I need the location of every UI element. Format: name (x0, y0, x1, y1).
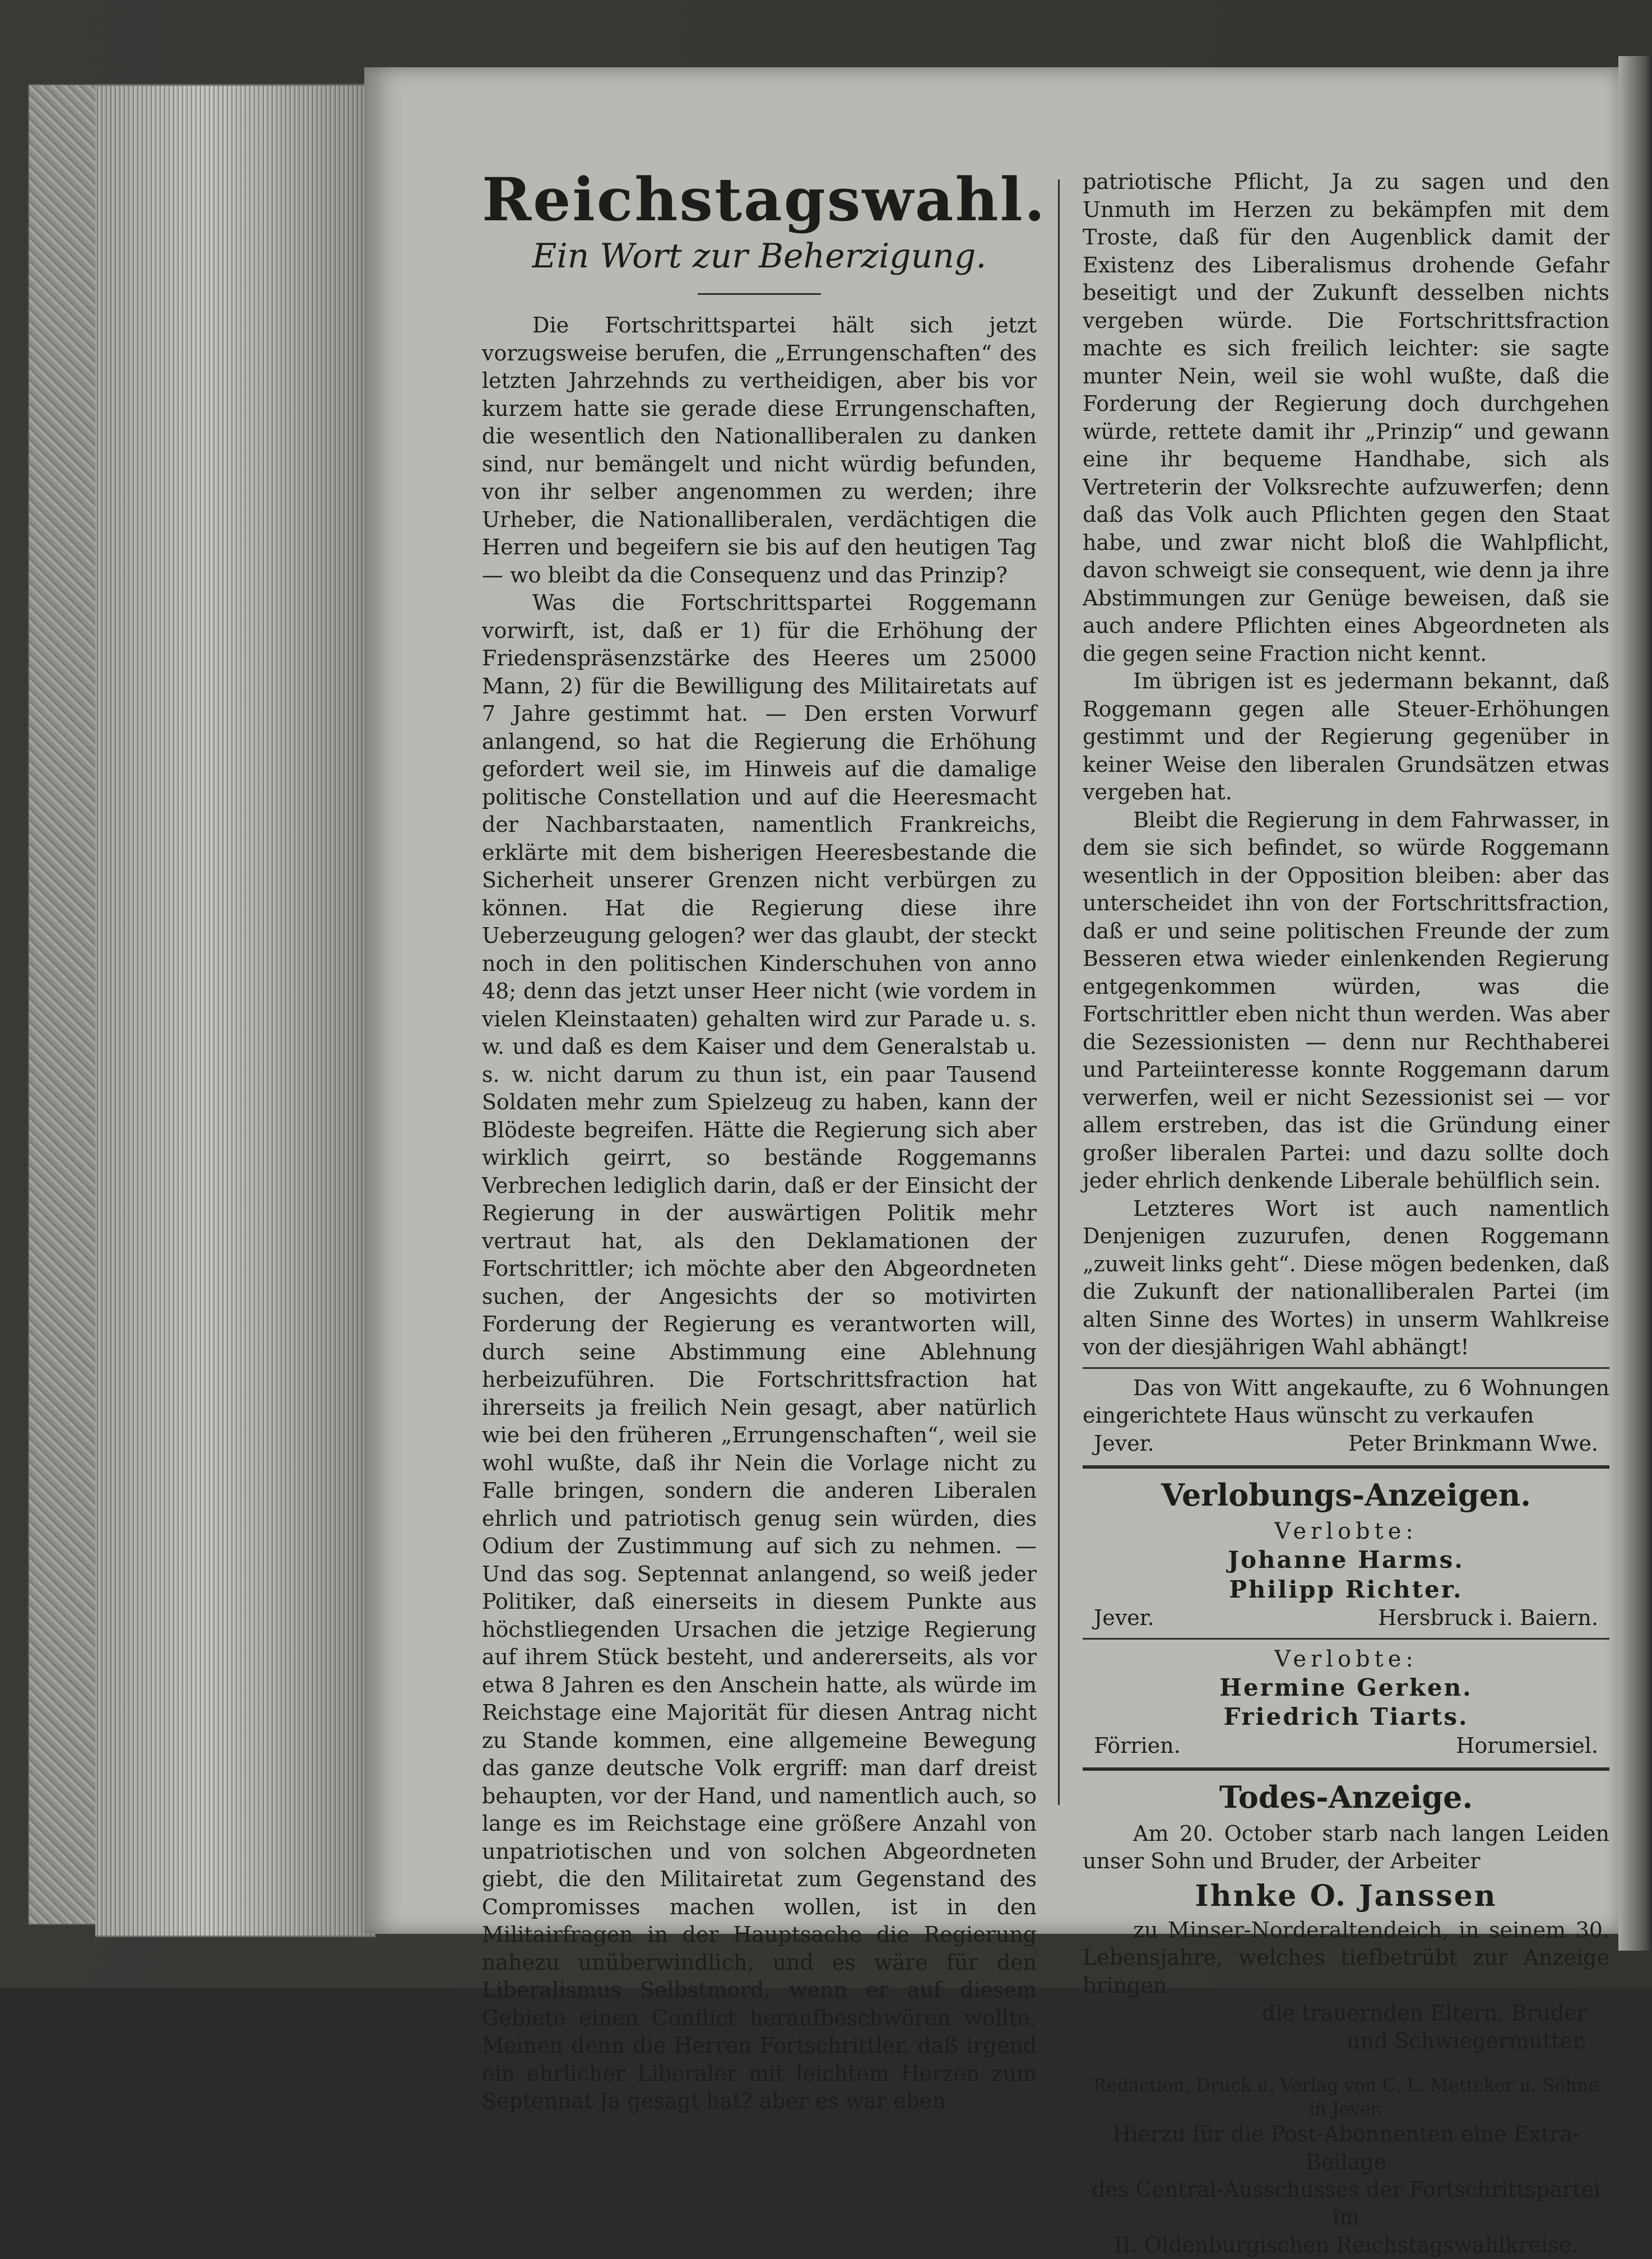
article-subtitle: Ein Wort zur Beherzigung. (532, 237, 987, 276)
article-title: Reichstagswahl. (482, 164, 1047, 234)
article-continuation: Letzteres Wort ist auch namentlich Denjenigen zuzurufen, denen Roggemann „zuweit links geht“. Diese mögen bedenken, daß die Zukunft der nationalliberalen Partei (im alten Sinne des Wortes) in unserm Wahlkreise von der diesjährigen Wahl abhängt! (1083, 1196, 1609, 1359)
house-ad-signature-row (1083, 1430, 1609, 1457)
engaged-label: Verlobte: (1274, 1646, 1418, 1672)
supplement-note: II. Oldenburgischen Reichstagswahlkreise. (1113, 2232, 1579, 2257)
engaged-name: Hermine Gerken. (1219, 1673, 1473, 1701)
engaged-places (1083, 1604, 1609, 1632)
article-paragraph: Was die Fortschrittspartei Roggemann vorwirft, ist, daß er 1) für die Erhöhung der Friedenspräsenzstärke des Heeres um 25000 Mann, 2) für die Bewilligung des Militairetats auf 7 Jahre gestimmt hat. — Den ersten Vorwurf anlangend, so hat die Regierung die Erhöhung gefordert weil sie, im Hinweis auf die damalige politische Constellation und auf die Heeresmacht der Nachbarstaaten, namentlich Frankreichs, erklärte mit dem bisherigen Heeresbestande die Sicherheit unserer Grenzen nicht verbürgen zu können. Hat die Regierung diese ihre Ueberzeugung gelogen? wer das glaubt, der steckt noch in den politischen Kinderschuhen von anno 48; denn das jetzt unser Heer nicht (wie vordem in vielen Kleinstaaten) gehalten wird zur Parade u. s. w. und daß es dem Kaiser und dem Generalstab u. s. w. nicht darum zu thun ist, ein paar Tausend Soldaten mehr zum Spielzeug zu haben, kann der Blödeste begreifen. Hätte die Regierung sich aber wirklich geirrt, so bestände Roggemanns Verbrechen lediglich darin, daß er der Einsicht der Regierung in der auswärtigen Politik mehr vertraut hat, als den Deklamationen der Fortschrittler; ich möchte aber den Abgeordneten suchen, der Angesichts der so motivirten Forderung der Regierung es verantworten will, durch seine Abstimmung eine Ablehnung herbeizuführen. Die Fortschrittsfraction hat ihrerseits ja freilich Nein gesagt, aber natürlich wie bei den früheren „Errungenschaften“, weil sie wohl wußte, daß ihr Nein die Vorlage nicht zu Falle bringen, sondern die anderen Liberalen ehrlich und patriotisch genug sein würden, dies Odium der Zustimmung auf sich zu nehmen. — Und das sog. Septennat anlangend, so weiß jeder Politiker, daß einerseits in diesem Punkte aus höchstliegenden Ursachen die jetzige Regierung auf ihrem Stück besteht, und andererseits, als vor etwa 8 Jahren es den Anschein hatte, als würde im Reichstage eine Majorität für diesen Antrag nicht zu Stande kommen, eine allgemeine Bewegung das ganze deutsche Volk ergriff: man darf dreist behaupten, vor der Hand, und namentlich auch, so lange es im Reichstage eine größere Anzahl von unpatriotischen und von solchen Abgeordneten giebt, die den Militairetat zum Gegenstand des Compromisses machen wollen, ist in den Militairfragen in der Hauptsache die Regierung nahezu unüberwindlich, und es wäre für den Liberalismus Selbstmord, wenn er auf diesem Gebiete einen Conflict heraufbeschwören wollte. Meinen denn die Herren Fortschrittler, daß irgend ein ehrlicher Liberaler mit leichtem Herzen zum Septennat Ja gesagt hat? aber es war eben (482, 590, 1037, 2114)
column-divider (1058, 179, 1060, 1805)
deceased-name: Ihnke O. Janssen (1195, 1878, 1497, 1913)
house-sale-ad (1083, 1374, 1609, 1457)
house-ad-text: Das von Witt angekaufte, zu 6 Wohnungen eingerichtete Haus wünscht zu verkaufen (1083, 1375, 1609, 1428)
title-rule (698, 293, 821, 295)
section-rule (1083, 1465, 1609, 1469)
death-body: zu Minser-Norderaltendeich, in seinem 30. Lebensjahre, welches tiefbetrübt zur Anzeige bringen (1083, 1917, 1609, 1998)
death-heading: Todes-Anzeige. (1219, 1779, 1473, 1816)
book-page-edges (95, 84, 375, 1937)
death-intro: Am 20. October starb nach langen Leiden unser Sohn und Bruder, der Arbeiter (1083, 1821, 1609, 1874)
right-page-edge (1618, 56, 1652, 1951)
engaged-name: Johanne Harms. (1228, 1546, 1464, 1574)
house-ad-signer: Peter Brinkmann Wwe. (1348, 1431, 1598, 1456)
place-right: Hersbruck i. Baiern. (1378, 1605, 1598, 1631)
place-left: Jever. (1094, 1605, 1154, 1631)
ad-rule (1083, 1367, 1609, 1369)
section-rule (1083, 1767, 1609, 1771)
engaged-places (1083, 1732, 1609, 1760)
page-footer (1083, 2074, 1609, 2259)
death-signers: die trauernden Eltern, Bruder (1261, 2001, 1587, 2026)
left-column (482, 164, 1047, 2116)
place-right: Horumersiel. (1456, 1733, 1598, 1758)
engagement-announcements (1083, 1476, 1609, 1760)
place-left: Förrien. (1094, 1733, 1181, 1758)
death-notice (1083, 1779, 1609, 2055)
imprint: Redaction, Druck u. Verlag von C. L. Mettcker u. Söhne in Jever. (1093, 2074, 1599, 2119)
engaged-name: Philipp Richter. (1229, 1575, 1463, 1603)
engaged-name: Friedrich Tiarts. (1223, 1703, 1469, 1731)
article-paragraph: Die Fortschrittspartei hält sich jetzt vorzugsweise berufen, die „Errungenschaften“ des letzten Jahrzehnds zu vertheidigen, aber bis vor kurzem hatte sie gerade diese Errungenschaften, die wesentlich den Nationalliberalen zu danken sind, nur bemängelt und nicht würdig befunden, von ihr selber angenommen zu werden; ihre Urheber, die Nationalliberalen, verdächtigen die Herren und begeifern sie bis auf den heutigen Tag — wo bleibt da die Consequenz und das Prinzip? (482, 313, 1037, 587)
article-continuation: Bleibt die Regierung in dem Fahrwasser, in dem sie sich befindet, so würde Roggemann wesentlich in der Opposition bleiben: aber das unterscheidet ihn von der Fortschrittsfraction, daß er und seine politischen Freunde der zum Besseren etwa wieder einlenkenden Regierung entgegenkommen würden, was die Fortschrittler eben nicht thun werden. Was aber die Sezessionisten — denn nur Rechthaberei und Parteiinteresse konnte Roggemann darum verwerfen, weil er nicht Sezessionist sei — vor allem erstreben, das ist die Gründung einer großer liberalen Partei: und dazu sollte doch jeder ehrlich denkende Liberale behülflich sein. (1083, 807, 1609, 1193)
right-column (1083, 168, 1609, 2259)
article-continuation: patriotische Pflicht, Ja zu sagen und den Unmuth im Herzen zu bekämpfen mit dem Troste, daß für den Augenblick damit der Existenz des Liberalismus drohende Gefahr beseitigt und der Zukunft desselben nichts vergeben würde. Die Fortschrittsfraction machte es sich freilich leichter: sie sagte munter Nein, weil sie wohl wußte, daß die Forderung der Regierung doch durchgehen würde, rettete damit ihr „Prinzip“ und gewann eine ihr bequeme Handhabe, sich als Vertreterin der Volksrechte aufzuwerfen; denn daß das Volk auch Pflichten gegen den Staat habe, und zwar nicht bloß die Wahlpflicht, davon schweigt sie consequent, wie denn ja ihre Abstimmungen zur Genüge beweisen, daß sie auch andere Pflichten eines Abgeordneten als die gegen seine Fraction nicht kennt. (1083, 169, 1609, 666)
article-continuation: Im übrigen ist es jedermann bekannt, daß Roggemann gegen alle Steuer-Erhöhungen gestimmt und der Regierung gegenüber in keiner Weise den liberalen Grundsätzen etwas vergeben hat. (1083, 669, 1609, 804)
engagement-divider (1083, 1638, 1609, 1640)
engagements-heading: Verlobungs-Anzeigen. (1161, 1476, 1531, 1513)
supplement-note: des Central-Ausschusses der Fortschrittspartei im (1091, 2177, 1601, 2230)
house-ad-place: Jever. (1094, 1431, 1154, 1456)
engaged-label: Verlobte: (1274, 1519, 1418, 1545)
death-signers: und Schwiegermutter. (1347, 2028, 1587, 2053)
footer-rule (1083, 2063, 1609, 2066)
supplement-note: Hierzu für die Post-Abonnenten eine Extra-Beilage (1112, 2122, 1580, 2174)
